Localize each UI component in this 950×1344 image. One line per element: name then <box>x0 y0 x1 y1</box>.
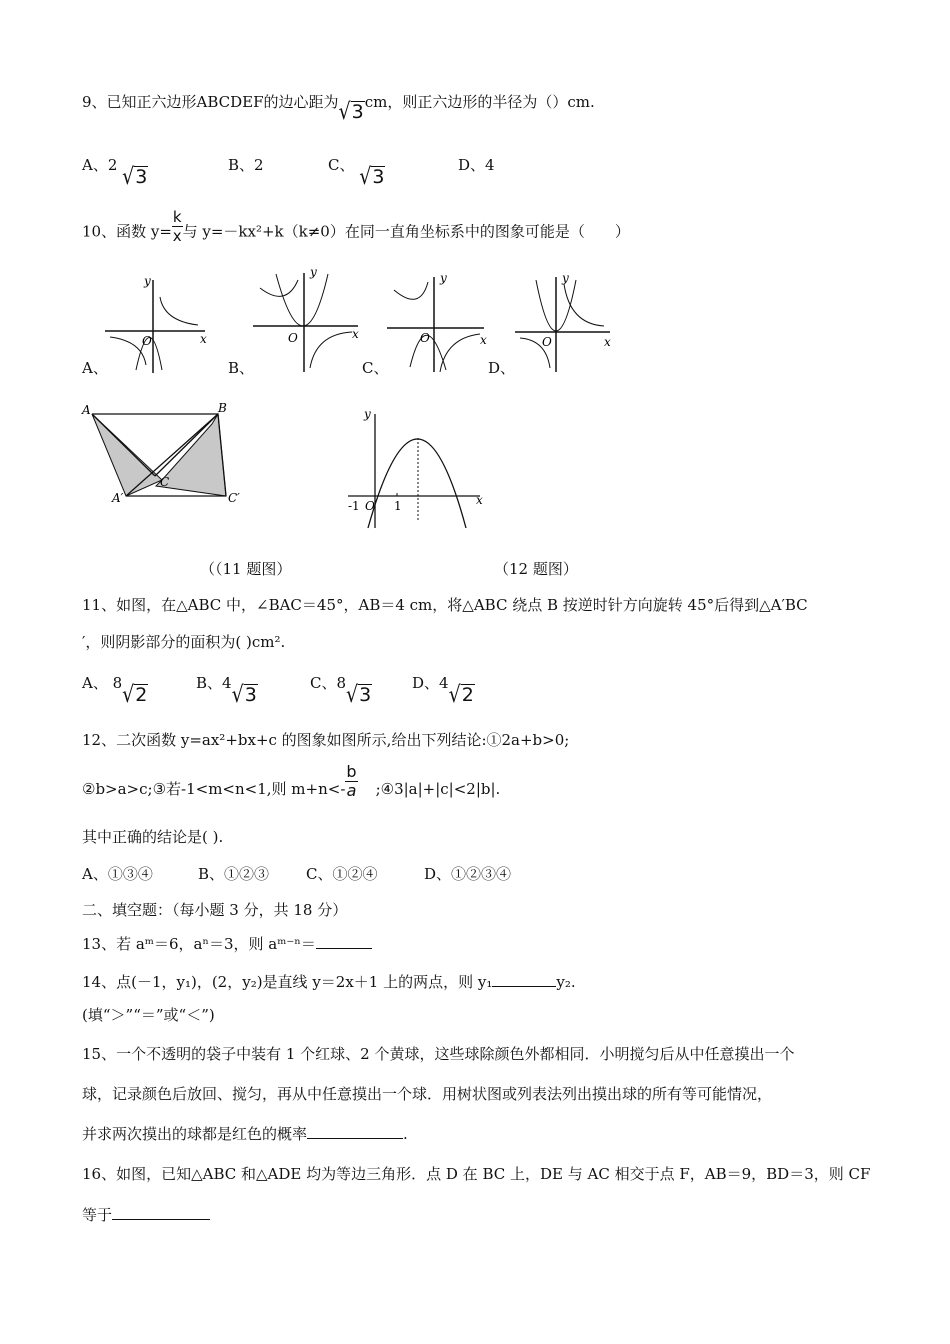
origin-label: O <box>542 335 552 349</box>
q10-graph-a <box>100 275 220 375</box>
q12-fraction: $\frac{b}{a}$ <box>346 761 357 800</box>
answer-blank <box>307 1124 403 1139</box>
origin-label: O <box>365 499 375 513</box>
q9-option-b: B、2 <box>228 156 264 174</box>
y-axis-label: y <box>310 265 317 279</box>
origin-label: O <box>420 331 430 345</box>
answer-blank <box>112 1205 210 1220</box>
x-axis-label: x <box>476 493 483 507</box>
q10-option-b-label: B、 <box>228 359 255 377</box>
figure-11 <box>80 400 250 510</box>
shaded-region-left <box>92 414 162 496</box>
q9-stem <box>82 92 595 125</box>
q10-fraction: $\frac{k}{x}$ <box>172 208 182 245</box>
q10-option-c-label: C、 <box>362 359 389 377</box>
q11-line2: ′，则阴影部分的面积为( )cm². <box>82 633 286 651</box>
y-axis-label: y <box>364 407 371 421</box>
section-2-title: 二、填空题：（每小题 3 分，共 18 分） <box>82 901 348 919</box>
q11-option-b: B、4√3 <box>196 674 257 708</box>
origin-label: O <box>142 334 152 348</box>
q10-text: 10、函数 y= <box>82 222 172 241</box>
q14: 14、点(－1，y₁)，(2，y₂)是直线 y＝2x＋1 上的两点，则 y₁ y₂. <box>82 973 576 991</box>
label-a-prime: A′ <box>112 491 124 505</box>
label-a: A <box>82 403 91 417</box>
y-axis-label: y <box>562 271 569 285</box>
q11-line1: 11、如图，在△ABC 中，∠BAC＝45°，AB＝4 cm，将△ABC 绕点 B 按逆时针方向旋转 45°后得到△A′BC <box>82 596 808 614</box>
figure-12-caption: （12 题图） <box>494 560 578 578</box>
q9-option-a: A、2 √3 <box>82 156 148 190</box>
q12-option-b: B、①②③ <box>198 865 270 883</box>
q9-option-c: C、 √3 <box>328 156 385 190</box>
y-axis-label: y <box>440 271 447 285</box>
q12-line1: 12、二次函数 y=ax²+bx+c 的图象如图所示,给出下列结论:①2a+b>0; <box>82 731 570 749</box>
q12-line2: ②b>a>c;③若-1<m<n<1,则 m+n<- $\frac{b}{a}$ ;④3|a|+|c|<2|b|. <box>82 761 501 800</box>
q14-hint: (填“＞”“＝”或“＜”) <box>82 1006 215 1024</box>
x-axis-label: x <box>480 333 487 347</box>
q15-line1: 15、一个不透明的袋子中装有 1 个红球、2 个黄球，这些球除颜色外都相同．小明搅匀后从中任意摸出一个 <box>82 1045 795 1063</box>
q15-line2: 球，记录颜色后放回、搅匀，再从中任意摸出一个球．用树状图或列表法列出摸出球的所有等可能情况， <box>82 1085 773 1103</box>
q9-option-d: D、4 <box>458 156 495 174</box>
q10-graph-d <box>512 272 622 374</box>
q11-option-d: D、4√2 <box>412 674 474 708</box>
q10-text-after: 与 y=－kx²+k（k≠0）在同一直角坐标系中的图象可能是（ ） <box>182 222 630 241</box>
figure-12 <box>340 407 490 530</box>
x-axis-label: x <box>604 335 611 349</box>
sqrt-value: 3 <box>351 100 364 123</box>
q12-option-c: C、①②④ <box>306 865 378 883</box>
q10-graph-b <box>248 265 368 374</box>
answer-blank <box>492 972 556 987</box>
q10-option-a-label: A、 <box>82 359 108 377</box>
q10-graph-c <box>384 272 494 374</box>
q10-stem <box>82 208 630 245</box>
answer-blank <box>316 934 372 949</box>
origin-label: O <box>288 331 298 345</box>
label-c-prime: C′ <box>228 491 240 505</box>
label-c: C <box>160 475 170 489</box>
q12-option-d: D、①②③④ <box>424 865 512 883</box>
q16-line1: 16、如图，已知△ABC 和△ADE 均为等边三角形．点 D 在 BC 上，DE 与 AC 相交于点 F，AB＝9，BD＝3，则 CF <box>82 1165 871 1183</box>
label-neg1: -1 <box>348 499 360 513</box>
q10-option-d-label: D、 <box>488 359 516 377</box>
q9-text-after: cm，则正六边形的半径为（）cm. <box>364 93 595 111</box>
q15-line3: 并求两次摸出的球都是红色的概率 . <box>82 1125 408 1143</box>
figure-11-caption: （（11 题图） <box>200 560 292 578</box>
q12-line3: 其中正确的结论是( ). <box>82 828 224 846</box>
q16-line2: 等于 <box>82 1205 210 1225</box>
label-b: B <box>218 401 227 415</box>
q11-option-c: C、8√3 <box>310 674 372 708</box>
q11-option-a: A、 8√2 <box>82 674 148 708</box>
q12-option-a: A、①③④ <box>82 865 153 883</box>
parabola-curve <box>368 439 466 528</box>
y-axis-label: y <box>144 274 151 288</box>
label-one: 1 <box>394 499 402 513</box>
q9-text: 9、已知正六边形ABCDEF的边心距为 <box>82 93 339 111</box>
x-axis-label: x <box>200 332 207 346</box>
q13: 13、若 aᵐ＝6，aⁿ＝3，则 aᵐ⁻ⁿ＝ <box>82 934 372 954</box>
x-axis-label: x <box>352 327 359 341</box>
sqrt-symbol: √3 <box>338 98 364 125</box>
